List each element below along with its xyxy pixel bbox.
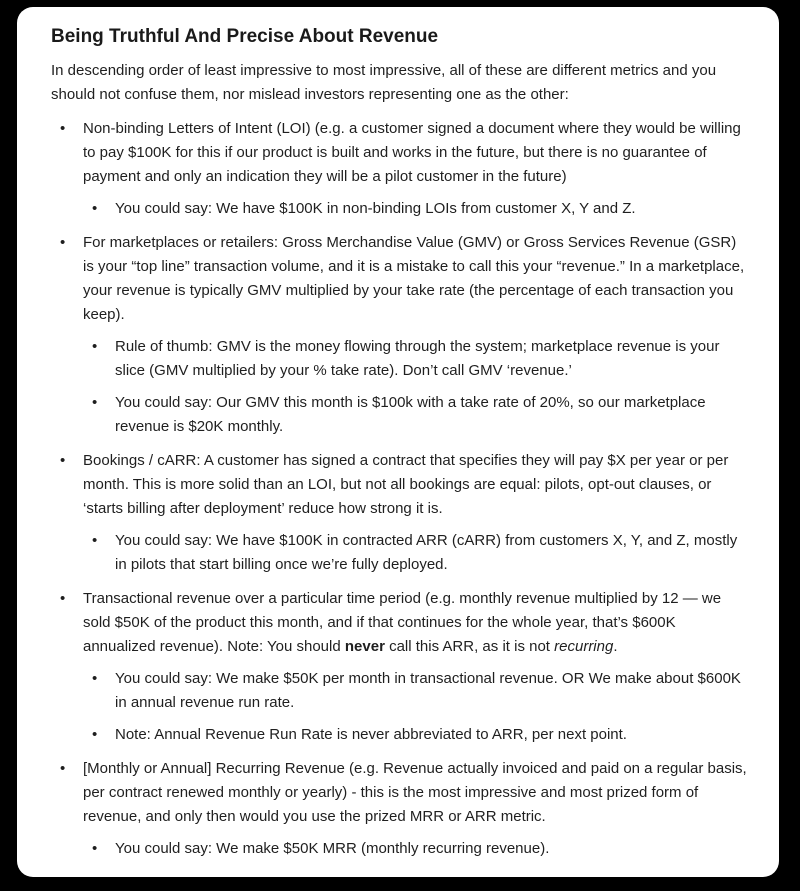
sub-list <box>83 667 749 747</box>
list-item-gmv <box>51 231 749 439</box>
emphasis-never: never <box>344 638 385 655</box>
intro-paragraph: In descending order of least impressive to most impressive, all of these are different metrics and you should not confuse them, nor mislead investors representing one as the other: <box>51 62 717 103</box>
sub-list <box>83 197 749 221</box>
document-card <box>17 7 779 877</box>
list-item-text: For marketplaces or retailers: Gross Merchandise Value (GMV) or Gross Services Revenue (GSR) is your “top line” transaction volume, and it is a mistake to call this your “revenue.” In a marketplace, your revenue is typically GMV multiplied by your take rate (the percentage of each transaction you keep). <box>83 234 745 323</box>
emphasis-recurring: recurring <box>554 638 614 655</box>
sub-list-item: • You could say: Our GMV this month is $100k with a take rate of 20%, so our marketplace revenue is $20K monthly. <box>83 391 749 439</box>
list-item-text-b: call this ARR, as it is not <box>384 638 555 655</box>
sub-list-item: • Rule of thumb: GMV is the money flowing through the system; marketplace revenue is your slice (GMV multiplied by your % take rate). Don’t call GMV ‘revenue.’ <box>83 335 749 383</box>
sub-list <box>83 837 749 861</box>
document-title: Being Truthful And Precise About Revenue <box>51 26 439 47</box>
sub-list-item: • You could say: We have $100K in contracted ARR (cARR) from customers X, Y, and Z, mostly in pilots that start billing once we’re fully deployed. <box>83 529 749 577</box>
sub-list-item: • You could say: We make $50K per month in transactional revenue. OR We make about $600K in annual revenue run rate. <box>83 667 749 715</box>
list-item-text: Non-binding Letters of Intent (LOI) (e.g. a customer signed a document where they would be willing to pay $100K for this if our product is built and works in the future, but there is no guarantee of payment and only an indication they will be a pilot customer in the future) <box>83 120 741 185</box>
list-item-loi <box>51 117 749 221</box>
sub-list-item: • You could say: We have $100K in non-binding LOIs from customer X, Y and Z. <box>83 197 749 221</box>
sub-list-item: • Note: Annual Revenue Run Rate is never abbreviated to ARR, per next point. <box>83 723 749 747</box>
list-item-text-a: Transactional revenue over a particular time period (e.g. monthly revenue multiplied by 12 — we sold $50K of the product this month, and if that continues for the whole year, that’s $600K annualized revenue). Note: You should <box>83 590 722 655</box>
sub-list <box>83 335 749 439</box>
list-item-text: [Monthly or Annual] Recurring Revenue (e.g. Revenue actually invoiced and paid on a regular basis, per contract renewed monthly or yearly) - this is the most impressive and most prized form of revenue, and only then would you use the prized MRR or ARR metric. <box>83 760 747 825</box>
list-item-bookings <box>51 449 749 577</box>
list-item-recurring <box>51 757 749 861</box>
list-item-transactional <box>51 587 749 747</box>
sub-list-item: • You could say: We make $50K MRR (monthly recurring revenue). <box>83 837 749 861</box>
metrics-list <box>51 117 749 861</box>
list-item-text-c: . <box>613 638 618 655</box>
sub-list <box>83 529 749 577</box>
list-item-text: Bookings / cARR: A customer has signed a contract that specifies they will pay $X per year or per month. This is more solid than an LOI, but not all bookings are equal: pilots, opt-out clauses, or ‘starts billing after deployment’ reduce how strong it is. <box>83 452 729 517</box>
